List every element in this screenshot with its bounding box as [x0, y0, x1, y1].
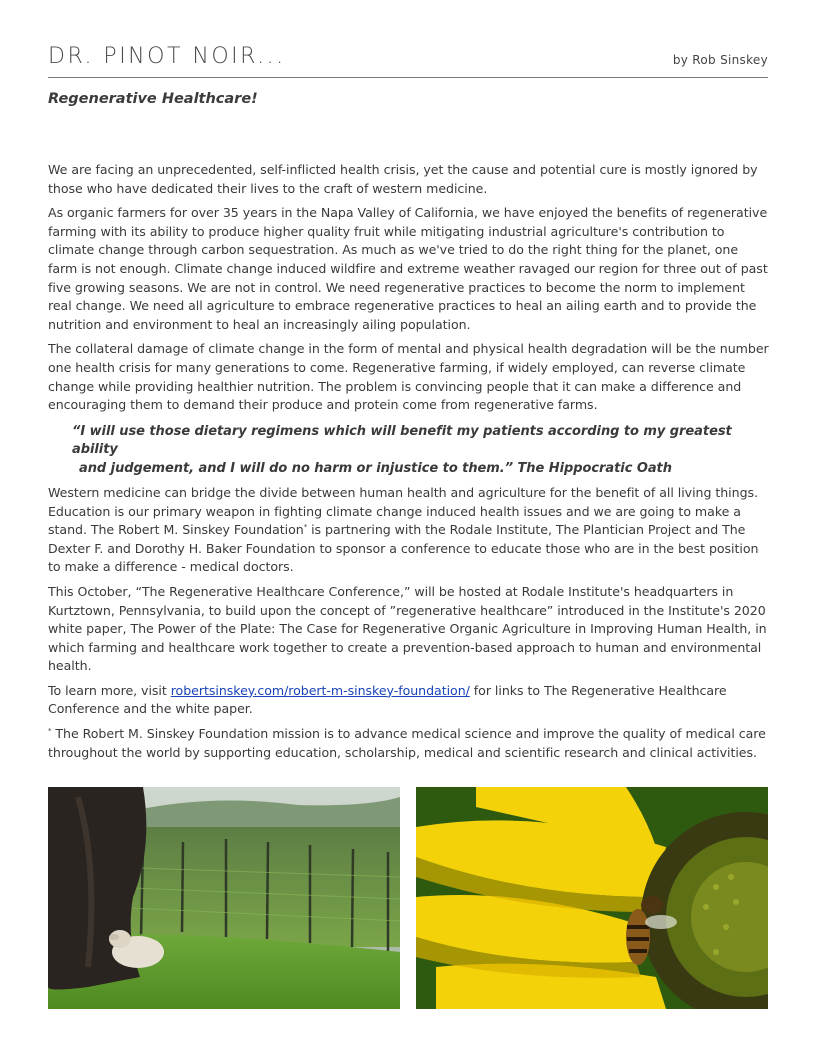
paragraph-learn-more	[48, 682, 770, 719]
paragraph-collateral-damage: The collateral damage of climate change in the form of mental and physical health degradation will be the number one health crisis for many generations to come. Regenerative farming, if widely employed, can reverse climate change while providing healthier nutrition. The problem is convincing people that it can make a difference and encouraging them to demand their produce and protein come from regenerative farms.	[48, 341, 769, 413]
quote-line-2: and judgement, and I will do no harm or injustice to them.” The Hippocratic Oath	[79, 460, 672, 476]
header-divider	[48, 77, 768, 78]
footnote	[48, 725, 770, 762]
paragraph-western-medicine	[48, 484, 770, 577]
foundation-link[interactable]: robertsinskey.com/robert-m-sinskey-foundation/	[170, 682, 470, 698]
paragraph-organic-farmers: As organic farmers for over 35 years in the Napa Valley of California, we have enjoyed the benefits of regenerative farming with its ability to produce higher quality fruit while mitigating industrial agriculture's contribution to climate change through carbon sequestration. As much as we've tried to do the right thing for the planet, one farm is not enough. Climate change induced wildfire and extreme weather ravaged our region for three out of past five growing seasons. We are not in control. We need regenerative practices to become the norm to implement real change. We need all agriculture to embrace regenerative practices to heal an ailing earth and to provide the nutrition and environment to heal an increasingly ailing population.	[48, 205, 768, 332]
page-header	[48, 44, 768, 78]
paragraph-conference: This October, “The Regenerative Healthcare Conference,” will be hosted at Rodale Institute's headquarters in Kurtztown, Pennsylvania, to build upon the concept of ”regenerative healthcare” introduced in the Institute's 2020 white paper, The Power of the Plate: The Case for Regenerative Organic Agriculture in Improving Human Health, in which farming and healthcare work together to create a prevention-based approach to human and environmental health.	[48, 583, 767, 674]
paragraph-text: for links to The Regenerative Healthcare Conference and the white paper.	[48, 682, 727, 717]
column-title: DR. PINOT NOIR...	[48, 44, 286, 69]
vineyard-sheep-photo	[48, 787, 400, 1009]
paragraph-text: is partnering with the Rodale Institute, The Plantician Project and The Dexter F. and Dorothy H. Baker Foundation to sponsor a conference to educate those who are in the best position to make a difference - medical doctors.	[48, 522, 759, 575]
footnote-marker: *	[48, 726, 52, 735]
author-byline: by Rob Sinskey	[672, 53, 768, 67]
footnote-marker: *	[303, 522, 308, 531]
paragraph-text: Western medicine can bridge the divide between human health and agriculture for the benefit of all living things. Education is our primary weapon in fighting climate change induced health issues and we are going to make a stand. The Robert M. Sinskey Foundation	[48, 484, 758, 538]
sunflower-bee-photo	[416, 787, 768, 1009]
paragraph-text: To learn more, visit	[48, 682, 171, 698]
hippocratic-quote	[48, 423, 770, 478]
footnote-text: The Robert M. Sinskey Foundation mission is to advance medical science and improve the quality of medical care throughout the world by supporting education, scholarship, medical and scientific research and clinical activities.	[48, 726, 766, 760]
article-subtitle: Regenerative Healthcare!	[48, 91, 258, 107]
paragraph-intro: We are facing an unprecedented, self-inflicted health crisis, yet the cause and potential cure is mostly ignored by those who have dedicated their lives to the craft of western medicine.	[48, 162, 758, 196]
article-body	[48, 161, 770, 768]
quote-line-1: “I will use those dietary regimens which will benefit my patients according to my greatest ability	[72, 423, 732, 458]
